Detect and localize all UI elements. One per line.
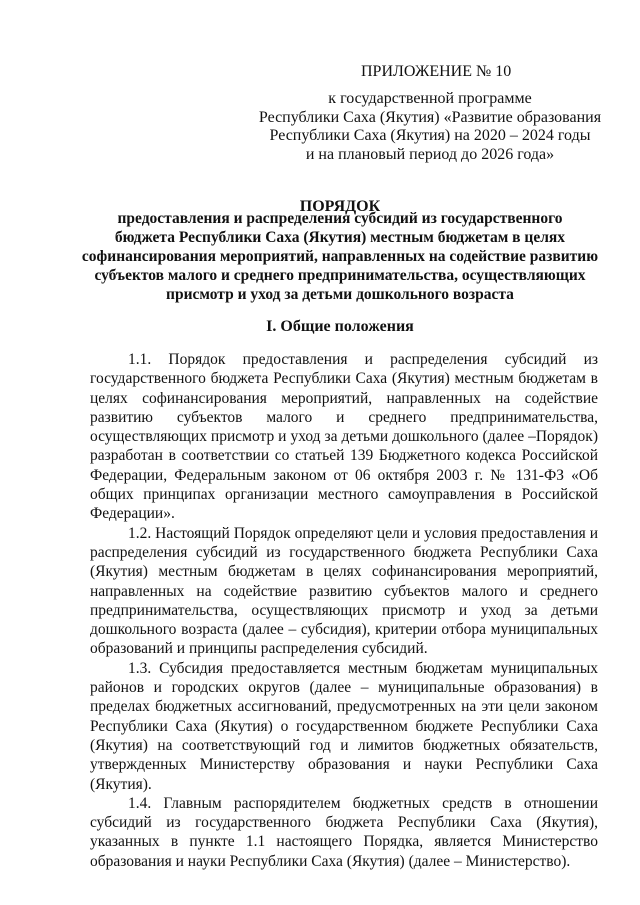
- paragraph-1-4: 1.4. Главным распорядителем бюджетных средств в отношении субсидий из государственного бюджета Республики Саха (Якутия), указанных в пункте 1.1 настоящего Порядка, является Министерство образования и науки Республики Саха (Якутия) (далее – Министерство).: [90, 794, 598, 870]
- document-subtitle: [80, 209, 600, 304]
- paragraph-1-1: 1.1. Порядок предоставления и распределения субсидий из государственного бюджета Республики Саха (Якутия) местным бюджетам в целях софинансирования мероприятий, направленных на содействие развитию субъектов малого и среднего предпринимательства, осуществляющих присмотр и уход за детьми дошкольного (далее –Порядок) разработан в соответствии со статьей 139 Бюджетного кодекса Российской Федерации, Федеральным законом от 06 октября 2003 г. № 131-ФЗ «Об общих принципах организации местного самоуправления в Российской Федерации».: [90, 351, 598, 523]
- subtitle-line: субъектов малого и среднего предпринимательства, осуществляющих: [94, 267, 586, 284]
- appendix-line: Республики Саха (Якутия) «Развитие образования: [258, 108, 602, 126]
- document-title: ПОРЯДОК: [299, 198, 381, 215]
- subtitle-line: присмотр и уход за детьми дошкольного возраста: [166, 286, 514, 303]
- paragraph-1-2: 1.2. Настоящий Порядок определяют цели и условия предоставления и распределения субсидий из государственного бюджета Республики Саха (Якутия) местным бюджетам в целях софинансирования мероприятий, направленных на содействие развитию субъектов малого и среднего предпринимательства, осуществляющих присмотр и уход за детьми дошкольного возраста (далее – субсидия), критерии отбора муниципальных образований и принципы распределения субсидий.: [90, 524, 598, 658]
- subtitle-line: бюджета Республики Саха (Якутия) местным бюджетам в целях: [114, 229, 566, 246]
- section-body: [90, 350, 598, 871]
- appendix-line: к государственной программе: [328, 90, 532, 107]
- subtitle-line: софинансирования мероприятий, направленных на содействие развитию: [81, 248, 599, 265]
- appendix-line: Республики Саха (Якутия) на 2020 – 2024 годы: [269, 127, 591, 144]
- section-heading: I. Общие положения: [266, 318, 414, 335]
- appendix-line: и на плановый период до 2026 года»: [305, 145, 555, 163]
- paragraph-1-3: 1.3. Субсидия предоставляется местным бюджетам муниципальных районов и городских округов (далее – муниципальные образования) в пределах бюджетных ассигнований, предусмотренных на эти цели законом Республики Саха (Якутия) о государственном бюджете Республики Саха (Якутия) на соответствующий год и лимитов бюджетных обязательств, утвержденных Министерству образования и науки Республики Саха (Якутия).: [90, 659, 598, 793]
- appendix-reference: [250, 90, 610, 164]
- appendix-title: ПРИЛОЖЕНИЕ № 10: [361, 63, 512, 80]
- subtitle-line: предоставления и распределения субсидий из государственного: [117, 210, 563, 227]
